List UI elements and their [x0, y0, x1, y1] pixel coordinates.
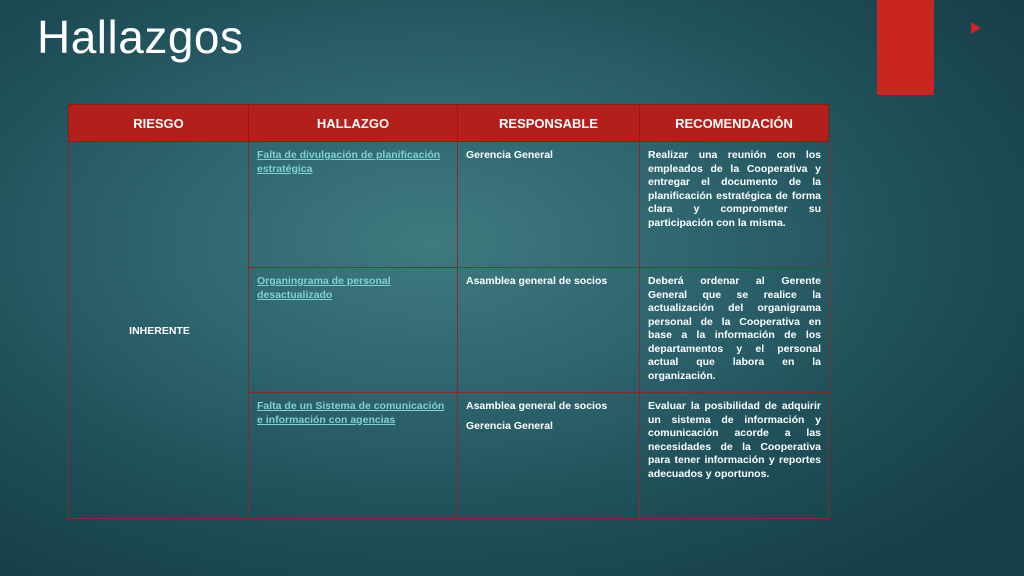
- header-recomendacion: RECOMENDACIÓN: [640, 105, 829, 142]
- riesgo-cell: INHERENTE: [69, 142, 249, 519]
- recomendacion-cell: Evaluar la posibilidad de adquirir un sistema de información y comunicación acorde a las necesidades de la Cooperativa para tener información y reportes adecuados y oportunos.: [640, 393, 829, 519]
- responsable-text: Gerencia General: [466, 419, 553, 432]
- responsable-cell: [458, 268, 640, 393]
- responsable-cell: [458, 142, 640, 268]
- header-responsable: RESPONSABLE: [458, 105, 640, 142]
- slide-title: Hallazgos: [37, 11, 244, 63]
- responsable-text: Gerencia General: [466, 149, 553, 161]
- red-accent-tab: [877, 0, 934, 95]
- table-row: [69, 142, 829, 268]
- header-riesgo: RIESGO: [69, 105, 249, 142]
- hallazgo-link[interactable]: Falta de divulgación de planificación estratégica: [257, 149, 441, 175]
- responsable-text: Asamblea general de socios: [466, 275, 608, 287]
- table-header-row: [69, 105, 829, 142]
- hallazgo-cell: [249, 142, 458, 268]
- arrow-right-icon: [971, 22, 981, 34]
- header-hallazgo: HALLAZGO: [249, 105, 458, 142]
- responsable-text: Asamblea general de socios: [466, 400, 608, 412]
- hallazgo-cell: [249, 268, 458, 393]
- hallazgo-link[interactable]: Organingrama de personal desactualizado: [257, 275, 391, 301]
- hallazgo-cell: [249, 393, 458, 519]
- findings-table: [68, 104, 829, 519]
- recomendacion-cell: Realizar una reunión con los empleados de la Cooperativa y entregar el documento de la planificación estratégica de forma clara y comprometer su participación con la misma.: [640, 142, 829, 268]
- recomendacion-cell: Deberá ordenar al Gerente General que se realice la actualización del organigrama personal de la Cooperativa en base a la información de los departamentos y el personal actual que labora en la organización.: [640, 268, 829, 393]
- hallazgo-link[interactable]: Falta de un Sistema de comunicación e información con agencias: [257, 400, 445, 426]
- responsable-cell: [458, 393, 640, 519]
